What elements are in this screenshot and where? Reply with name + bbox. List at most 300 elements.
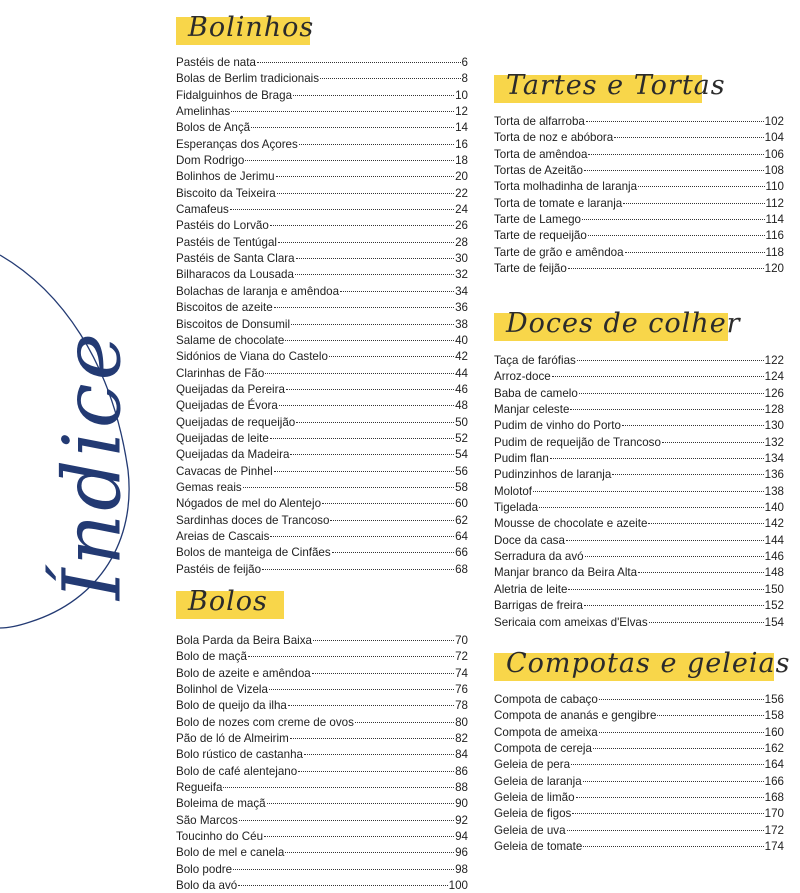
toc-entry[interactable] — [176, 366, 468, 382]
dot-leader — [296, 422, 454, 423]
toc-entry-title: Geleia de laranja — [494, 774, 582, 788]
toc-entry[interactable] — [494, 790, 784, 806]
toc-entry-page: 70 — [455, 634, 468, 647]
toc-entry-title: Clarinhas de Fão — [176, 366, 265, 380]
dot-leader — [586, 121, 764, 122]
toc-entry[interactable] — [494, 582, 784, 598]
dot-leader — [579, 393, 764, 394]
section-heading — [494, 308, 784, 348]
toc-entry[interactable] — [494, 451, 784, 467]
toc-entry-title: Toucinho do Céu — [176, 830, 264, 844]
dot-leader — [649, 622, 764, 623]
toc-entry[interactable] — [176, 562, 468, 578]
toc-entry-page: 56 — [455, 464, 468, 478]
toc-entry-title: Baba de camelo — [494, 386, 578, 400]
toc-entry[interactable] — [176, 251, 468, 267]
toc-entry[interactable] — [494, 418, 784, 434]
toc-entry-title: Pastéis de nata — [176, 56, 256, 69]
toc-entry-title: Bolo podre — [176, 862, 233, 876]
toc-entry[interactable] — [494, 741, 784, 757]
toc-entry-title: Compota de cabaço — [494, 693, 598, 706]
toc-entry-title: Nógados de mel do Alentejo — [176, 497, 322, 511]
dot-leader — [576, 797, 764, 798]
dot-leader — [298, 771, 454, 772]
toc-entry[interactable] — [176, 845, 468, 861]
toc-entry[interactable] — [494, 467, 784, 483]
section-heading-text: Bolinhos — [188, 12, 315, 43]
toc-entry-page: 166 — [764, 774, 784, 788]
dot-leader — [584, 170, 764, 171]
section-heading — [494, 648, 791, 688]
dot-leader — [657, 715, 763, 716]
toc-entry-page: 108 — [764, 164, 784, 178]
toc-entry-page: 94 — [455, 830, 468, 844]
toc-entry[interactable] — [494, 228, 784, 244]
dot-leader — [320, 78, 460, 79]
dot-leader — [648, 523, 763, 524]
toc-entry[interactable] — [494, 598, 784, 614]
toc-entry[interactable] — [176, 878, 468, 893]
dot-leader — [248, 656, 454, 657]
toc-entry[interactable] — [494, 565, 784, 581]
toc-entry[interactable] — [494, 245, 784, 261]
toc-entry[interactable] — [494, 353, 784, 369]
toc-entry-page: 48 — [455, 399, 468, 413]
toc-entry-page: 132 — [764, 435, 784, 449]
toc-list — [494, 114, 784, 277]
toc-entry-title: Bolo de maçã — [176, 650, 247, 664]
toc-entry[interactable] — [494, 130, 784, 146]
toc-entry-title: Bolo rústico de castanha — [176, 748, 303, 762]
toc-entry-title: Biscoito da Teixeira — [176, 186, 276, 200]
toc-entry-page: 18 — [455, 154, 468, 168]
toc-entry-title: Pudinzinhos de laranja — [494, 468, 612, 482]
dot-leader — [286, 389, 454, 390]
toc-entry-title: Arroz-doce — [494, 370, 551, 384]
toc-entry[interactable] — [176, 464, 468, 480]
toc-entry[interactable] — [494, 386, 784, 402]
toc-entry[interactable] — [494, 692, 784, 708]
toc-entry[interactable] — [176, 55, 468, 71]
toc-entry-page: 146 — [764, 550, 784, 564]
toc-entry-title: Gemas reais — [176, 480, 242, 494]
toc-entry[interactable] — [176, 137, 468, 153]
section-doces — [494, 308, 784, 631]
toc-entry[interactable] — [176, 813, 468, 829]
toc-entry-title: Dom Rodrigo — [176, 154, 245, 168]
dot-leader — [267, 803, 455, 804]
toc-entry-page: 46 — [455, 382, 468, 396]
dot-leader — [293, 95, 454, 96]
toc-entry-title: Geleia de figos — [494, 807, 572, 821]
toc-entry-page: 122 — [764, 354, 784, 367]
dot-leader — [285, 852, 454, 853]
toc-entry-page: 116 — [765, 229, 784, 243]
dot-leader — [299, 144, 454, 145]
toc-list — [176, 55, 468, 578]
toc-entry[interactable] — [176, 682, 468, 698]
toc-entry-title: Torta de noz e abóbora — [494, 131, 614, 145]
toc-entry-title: Bolos de Ançã — [176, 121, 251, 135]
toc-entry-title: Geleia de limão — [494, 791, 575, 805]
toc-entry-page: 170 — [764, 807, 784, 821]
toc-entry[interactable] — [494, 823, 784, 839]
toc-entry-title: Tarte de requeijão — [494, 229, 587, 243]
toc-entry-title: Bolo de azeite e amêndoa — [176, 666, 311, 680]
dot-leader — [243, 487, 454, 488]
toc-entry-title: Tarte de Lamego — [494, 213, 582, 227]
toc-entry-title: Sardinhas doces de Trancoso — [176, 513, 330, 527]
toc-entry-title: Queijadas da Madeira — [176, 448, 290, 462]
dot-leader — [572, 813, 763, 814]
dot-leader — [270, 438, 454, 439]
toc-entry-title: Bola Parda da Beira Baixa — [176, 634, 312, 647]
toc-entry-title: Mousse de chocolate e azeite — [494, 517, 648, 531]
toc-entry-title: Pudim de vinho do Porto — [494, 419, 621, 433]
toc-entry-title: Boleima de maçã — [176, 797, 266, 811]
toc-entry-page: 88 — [455, 781, 468, 795]
toc-entry-page: 80 — [455, 715, 468, 729]
toc-entry-title: Queijadas da Pereira — [176, 382, 285, 396]
toc-entry-page: 148 — [764, 566, 784, 580]
toc-entry[interactable] — [494, 179, 784, 195]
toc-list — [494, 692, 784, 855]
toc-entry[interactable] — [176, 218, 468, 234]
toc-entry-page: 126 — [764, 386, 784, 400]
toc-entry[interactable] — [176, 698, 468, 714]
toc-entry[interactable] — [494, 500, 784, 516]
dot-leader — [623, 203, 764, 204]
section-heading — [494, 70, 784, 110]
toc-entry[interactable] — [176, 447, 468, 463]
toc-entry-page: 124 — [764, 370, 784, 384]
toc-entry-title: Torta de tomate e laranja — [494, 196, 623, 210]
toc-entry[interactable] — [176, 529, 468, 545]
toc-entry-title: Bolachas de laranja e amêndoa — [176, 284, 340, 298]
toc-entry[interactable] — [176, 480, 468, 496]
toc-entry-page: 118 — [765, 245, 784, 259]
toc-entry-title: Sericaia com ameixas d'Elvas — [494, 615, 648, 629]
dot-leader — [230, 209, 454, 210]
toc-entry-page: 14 — [455, 121, 468, 135]
toc-entry-page: 24 — [455, 203, 468, 217]
toc-entry-page: 32 — [455, 268, 468, 282]
toc-entry-page: 102 — [764, 115, 784, 128]
toc-entry-title: Pastéis do Lorvão — [176, 219, 269, 233]
toc-entry-page: 138 — [764, 484, 784, 498]
toc-entry-page: 86 — [455, 764, 468, 778]
toc-entry-title: Taça de farófias — [494, 354, 576, 367]
toc-entry[interactable] — [494, 114, 784, 130]
toc-entry-page: 90 — [455, 797, 468, 811]
toc-entry[interactable] — [494, 402, 784, 418]
toc-entry[interactable] — [176, 153, 468, 169]
toc-entry[interactable] — [176, 415, 468, 431]
toc-entry[interactable] — [494, 806, 784, 822]
toc-entry[interactable] — [494, 516, 784, 532]
toc-entry[interactable] — [176, 764, 468, 780]
toc-entry[interactable] — [494, 549, 784, 565]
toc-entry-title: Manjar celeste — [494, 403, 570, 417]
dot-leader — [295, 274, 454, 275]
dot-leader — [279, 405, 454, 406]
toc-entry-title: Compota de ananás e gengibre — [494, 709, 657, 723]
dot-leader — [223, 787, 454, 788]
toc-entry-title: Pão de ló de Almeirim — [176, 732, 289, 746]
dot-leader — [269, 689, 454, 690]
toc-entry[interactable] — [176, 120, 468, 136]
dot-leader — [570, 409, 763, 410]
dot-leader — [276, 176, 454, 177]
toc-entry[interactable] — [176, 88, 468, 104]
section-compotas — [494, 648, 791, 855]
dot-leader — [270, 225, 454, 226]
toc-entry-title: Fidalguinhos de Braga — [176, 88, 293, 102]
toc-entry-page: 104 — [764, 131, 784, 145]
toc-entry-title: Pudim flan — [494, 452, 549, 466]
toc-entry-page: 168 — [764, 791, 784, 805]
toc-entry-title: Biscoitos de azeite — [176, 301, 273, 315]
toc-entry[interactable] — [494, 484, 784, 500]
toc-entry[interactable] — [494, 839, 784, 855]
dot-leader — [274, 307, 454, 308]
toc-entry[interactable] — [176, 862, 468, 878]
dot-leader — [291, 324, 454, 325]
toc-entry-title: Esperanças dos Açores — [176, 137, 298, 151]
dot-leader — [567, 830, 764, 831]
toc-entry[interactable] — [494, 615, 784, 631]
toc-entry-title: Tarte de feijão — [494, 262, 567, 276]
toc-entry[interactable] — [494, 708, 784, 724]
dot-leader — [245, 160, 454, 161]
dot-leader — [622, 425, 764, 426]
dot-leader — [265, 373, 454, 374]
toc-entry-title: Bolinhol de Vizela — [176, 683, 268, 697]
toc-entry[interactable] — [494, 774, 784, 790]
section-tartes — [494, 70, 784, 277]
section-heading-text: Compotas e geleias — [506, 648, 791, 679]
toc-entry-title: Bolos de manteiga de Cinfães — [176, 546, 331, 560]
toc-entry-page: 12 — [455, 105, 468, 119]
toc-entry[interactable] — [176, 333, 468, 349]
dot-leader — [270, 536, 454, 537]
dot-leader — [599, 732, 764, 733]
toc-entry-page: 62 — [455, 513, 468, 527]
toc-entry[interactable] — [176, 317, 468, 333]
dot-leader — [568, 589, 763, 590]
toc-entry-page: 16 — [455, 137, 468, 151]
toc-entry-page: 156 — [764, 693, 784, 706]
toc-entry[interactable] — [176, 398, 468, 414]
toc-entry-title: Tigelada — [494, 501, 539, 515]
toc-entry[interactable] — [494, 369, 784, 385]
toc-entry[interactable] — [176, 284, 468, 300]
dot-leader — [262, 569, 454, 570]
toc-entry-page: 74 — [455, 666, 468, 680]
section-heading — [176, 12, 468, 52]
toc-entry-page: 52 — [455, 431, 468, 445]
toc-entry-page: 174 — [764, 840, 784, 854]
toc-entry-page: 20 — [455, 170, 468, 184]
toc-entry-page: 72 — [455, 650, 468, 664]
section-heading-text: Tartes e Tortas — [506, 70, 726, 101]
dot-leader — [340, 291, 454, 292]
toc-entry-title: Barrigas de freira — [494, 599, 583, 613]
toc-entry-title: Bilharacos da Lousada — [176, 268, 294, 282]
toc-entry[interactable] — [494, 196, 784, 212]
toc-entry-page: 140 — [764, 501, 784, 515]
dot-leader — [566, 540, 764, 541]
toc-entry[interactable] — [494, 147, 784, 163]
dot-leader — [238, 885, 447, 886]
dot-leader — [313, 640, 454, 641]
toc-entry-title: Camafeus — [176, 203, 229, 217]
toc-entry-page: 142 — [764, 517, 784, 531]
toc-entry-page: 8 — [461, 72, 468, 86]
dot-leader — [288, 705, 454, 706]
toc-entry[interactable] — [176, 169, 468, 185]
toc-entry[interactable] — [176, 431, 468, 447]
toc-entry-page: 54 — [455, 448, 468, 462]
toc-entry[interactable] — [176, 780, 468, 796]
toc-entry[interactable] — [176, 496, 468, 512]
toc-entry[interactable] — [176, 71, 468, 87]
dot-leader — [330, 520, 454, 521]
toc-entry[interactable] — [176, 666, 468, 682]
dot-leader — [539, 507, 764, 508]
toc-entry-page: 28 — [455, 235, 468, 249]
toc-entry-page: 150 — [764, 582, 784, 596]
toc-entry-page: 162 — [764, 742, 784, 756]
toc-entry[interactable] — [176, 300, 468, 316]
dot-leader — [550, 458, 764, 459]
toc-entry-page: 96 — [455, 846, 468, 860]
toc-entry[interactable] — [176, 715, 468, 731]
toc-entry-page: 26 — [455, 219, 468, 233]
toc-entry[interactable] — [494, 435, 784, 451]
toc-entry-page: 40 — [455, 333, 468, 347]
dot-leader — [304, 754, 454, 755]
dot-leader — [599, 699, 764, 700]
toc-entry-page: 172 — [764, 823, 784, 837]
dot-leader — [277, 193, 454, 194]
dot-leader — [588, 235, 765, 236]
toc-entry-page: 22 — [455, 186, 468, 200]
toc-entry[interactable] — [494, 212, 784, 228]
toc-entry-title: Bolo de nozes com creme de ovos — [176, 715, 354, 729]
toc-entry[interactable] — [494, 757, 784, 773]
toc-entry[interactable] — [176, 633, 468, 649]
toc-entry[interactable] — [176, 796, 468, 812]
toc-entry[interactable] — [176, 731, 468, 747]
dot-leader — [612, 474, 763, 475]
dot-leader — [329, 356, 454, 357]
toc-entry-title: Tortas de Azeitão — [494, 164, 583, 178]
toc-entry-title: Pastéis de feijão — [176, 562, 262, 576]
toc-entry-page: 6 — [461, 56, 468, 69]
dot-leader — [588, 154, 763, 155]
dot-leader — [577, 360, 764, 361]
toc-entry-page: 64 — [455, 529, 468, 543]
toc-entry-page: 98 — [455, 862, 468, 876]
toc-entry[interactable] — [494, 261, 784, 277]
dot-leader — [568, 268, 764, 269]
toc-entry-page: 60 — [455, 497, 468, 511]
toc-entry[interactable] — [176, 104, 468, 120]
toc-entry-page: 78 — [455, 699, 468, 713]
toc-entry-title: Bolo da avó — [176, 879, 238, 893]
dot-leader — [290, 454, 454, 455]
toc-entry-page: 160 — [764, 725, 784, 739]
dot-leader — [614, 137, 763, 138]
toc-entry[interactable] — [176, 545, 468, 561]
toc-entry[interactable] — [494, 533, 784, 549]
toc-entry-page: 128 — [764, 403, 784, 417]
dot-leader — [296, 258, 455, 259]
toc-entry[interactable] — [176, 513, 468, 529]
toc-entry-page: 130 — [764, 419, 784, 433]
dot-leader — [662, 442, 764, 443]
toc-entry-title: Cavacas de Pinhel — [176, 464, 273, 478]
toc-entry-page: 66 — [455, 546, 468, 560]
toc-entry[interactable] — [176, 349, 468, 365]
toc-entry-page: 112 — [765, 196, 784, 210]
toc-entry-title: Pastéis de Tentúgal — [176, 235, 277, 249]
toc-entry[interactable] — [176, 267, 468, 283]
dot-leader — [625, 252, 765, 253]
dot-leader — [278, 242, 454, 243]
page-title: Índice — [45, 329, 139, 601]
dot-leader — [322, 503, 454, 504]
toc-entry[interactable] — [176, 649, 468, 665]
section-heading-text: Bolos — [188, 586, 268, 617]
toc-entry-title: Queijadas de Évora — [176, 399, 278, 413]
toc-entry-page: 120 — [764, 262, 784, 276]
toc-entry-title: Pastéis de Santa Clara — [176, 252, 295, 266]
section-bolos — [176, 586, 468, 893]
toc-entry-title: Doce da casa — [494, 533, 565, 547]
toc-entry-title: Tarte de grão e amêndoa — [494, 245, 624, 259]
section-bolinhos — [176, 12, 468, 578]
toc-entry-title: Compota de cereja — [494, 742, 592, 756]
toc-entry-page: 92 — [455, 813, 468, 827]
toc-entry[interactable] — [176, 186, 468, 202]
toc-entry-title: Compota de ameixa — [494, 725, 598, 739]
section-heading — [176, 586, 468, 626]
toc-entry-title: Biscoitos de Donsumil — [176, 317, 291, 331]
dot-leader — [285, 340, 454, 341]
toc-entry[interactable] — [176, 829, 468, 845]
toc-entry[interactable] — [176, 747, 468, 763]
toc-entry-title: Torta molhadinha de laranja — [494, 180, 638, 194]
toc-entry-title: Pudim de requeijão de Trancoso — [494, 435, 661, 449]
dot-leader — [239, 820, 454, 821]
toc-entry-title: Geleia de pera — [494, 758, 571, 772]
dot-leader — [582, 219, 765, 220]
toc-entry[interactable] — [176, 235, 468, 251]
toc-entry[interactable] — [494, 163, 784, 179]
toc-entry-page: 84 — [455, 748, 468, 762]
toc-entry[interactable] — [176, 202, 468, 218]
toc-entry-title: Bolinhos de Jerimu — [176, 170, 275, 184]
toc-entry[interactable] — [176, 382, 468, 398]
toc-entry-page: 154 — [764, 615, 784, 629]
toc-entry[interactable] — [494, 725, 784, 741]
toc-entry-title: Queijadas de leite — [176, 431, 269, 445]
dot-leader — [585, 556, 764, 557]
dot-leader — [584, 605, 764, 606]
toc-entry-page: 38 — [455, 317, 468, 331]
